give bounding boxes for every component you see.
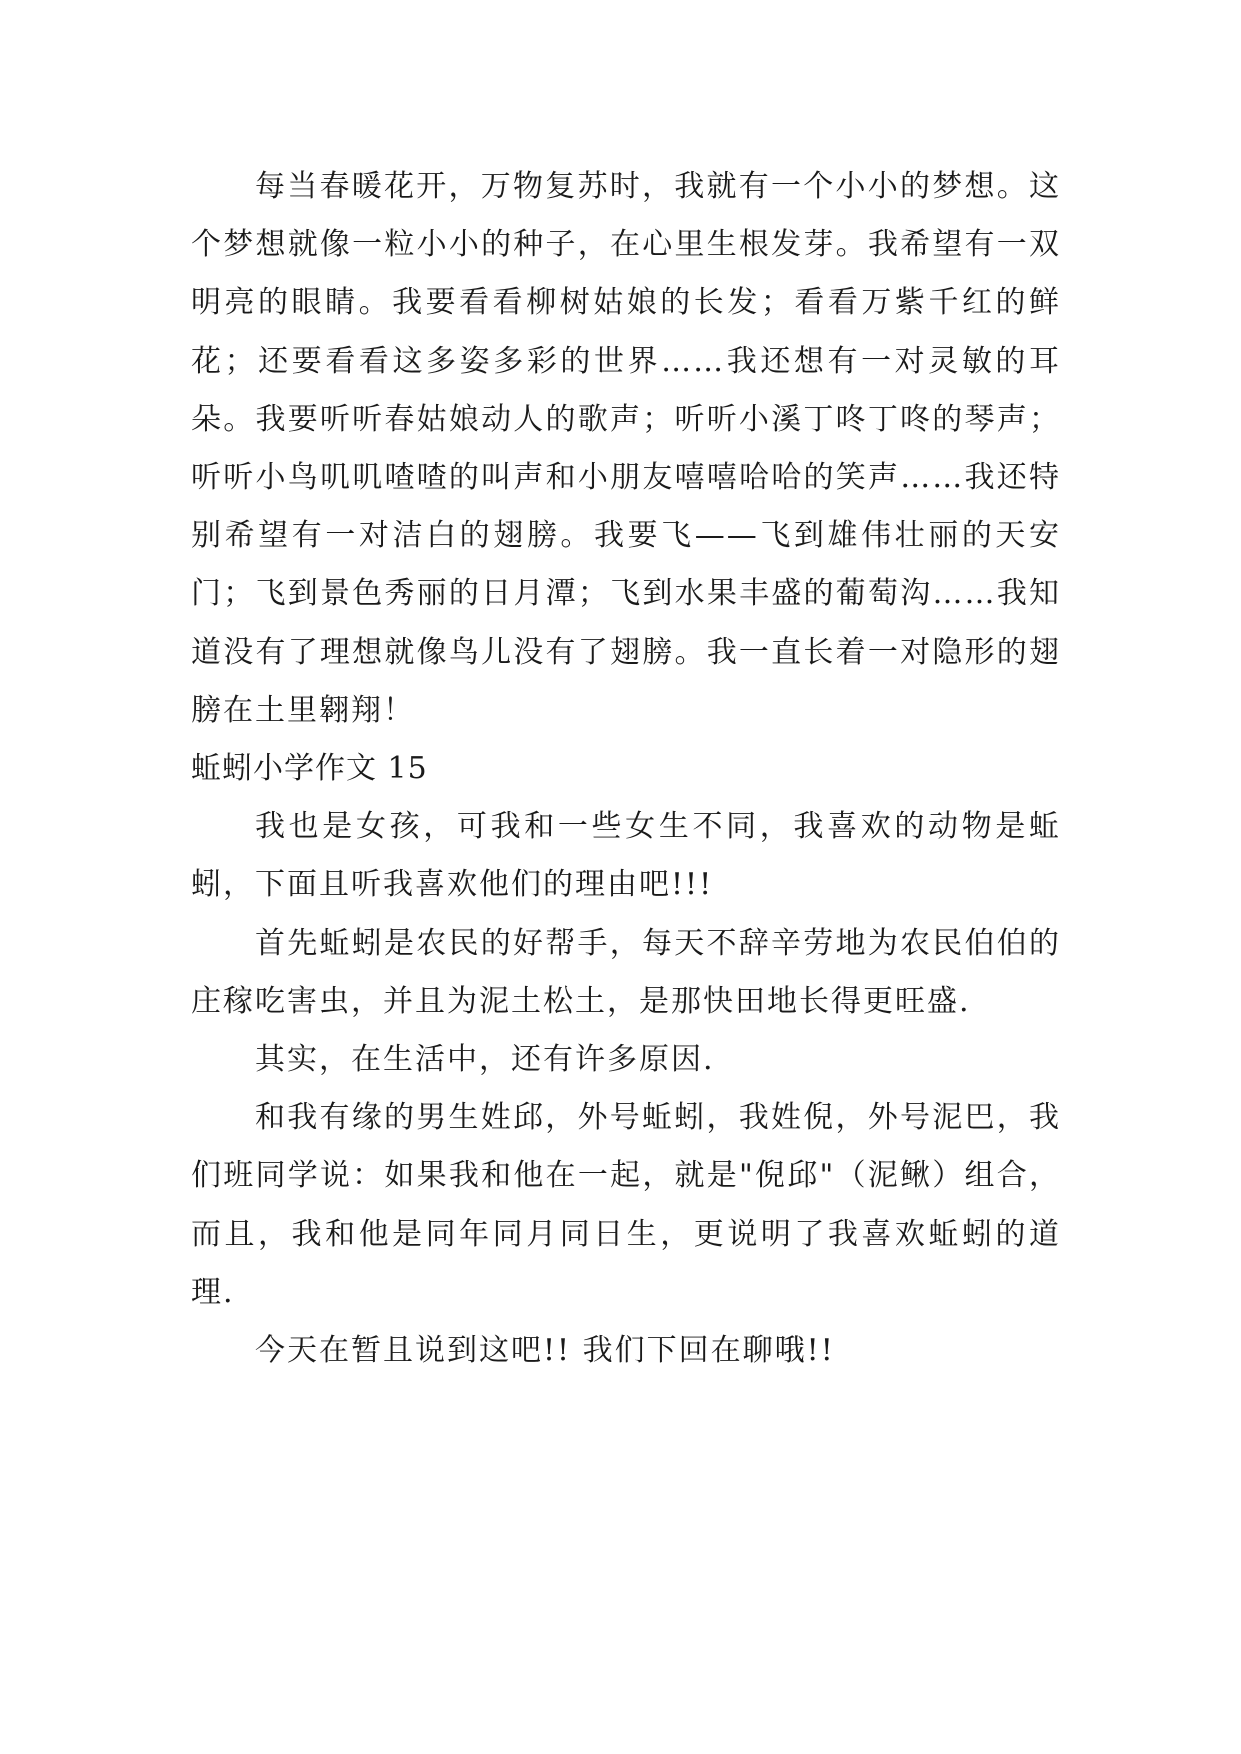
- paragraph-reason-one: 首先蚯蚓是农民的好帮手，每天不辞辛劳地为农民伯伯的庄稼吃害虫，并且为泥土松土，是那快田地长得更旺盛.: [191, 925, 1061, 1019]
- paragraph-dream: 每当春暖花开，万物复苏时，我就有一个小小的梦想。这个梦想就像一粒小小的种子，在心里生根发芽。我希望有一双明亮的眼睛。我要看看柳树姑娘的长发；看看万紫千红的鲜花；还要看看这多姿多彩的世界……我还想有一对灵敏的耳朵。我要听听春姑娘动人的歌声；听听小溪丁咚丁咚的琴声；听听小鸟叽叽喳喳的叫声和小朋友嘻嘻哈哈的笑声……我还特别希望有一对洁白的翅膀。我要飞——飞到雄伟壮丽的天安门；飞到景色秀丽的日月潭；飞到水果丰盛的葡萄沟……我知道没有了理想就像鸟儿没有了翅膀。我一直长着一对隐形的翅膀在土里翱翔！: [191, 169, 1061, 728]
- paragraph-closing: 今天在暂且说到这吧!! 我们下回在聊哦!!: [255, 1333, 835, 1369]
- document-body: [191, 158, 1061, 1380]
- paragraph-intro: 我也是女孩，可我和一些女生不同，我喜欢的动物是蚯蚓，下面且听我喜欢他们的理由吧!!!: [191, 809, 1061, 903]
- section-title: 蚯蚓小学作文 15: [191, 751, 428, 787]
- paragraph-reason-two: 其实，在生活中，还有许多原因.: [255, 1042, 715, 1078]
- paragraph-story: 和我有缘的男生姓邱，外号蚯蚓，我姓倪，外号泥巴，我们班同学说：如果我和他在一起，就是"倪邱"（泥鳅）组合，而且，我和他是同年同月同日生，更说明了我喜欢蚯蚓的道理.: [191, 1100, 1061, 1310]
